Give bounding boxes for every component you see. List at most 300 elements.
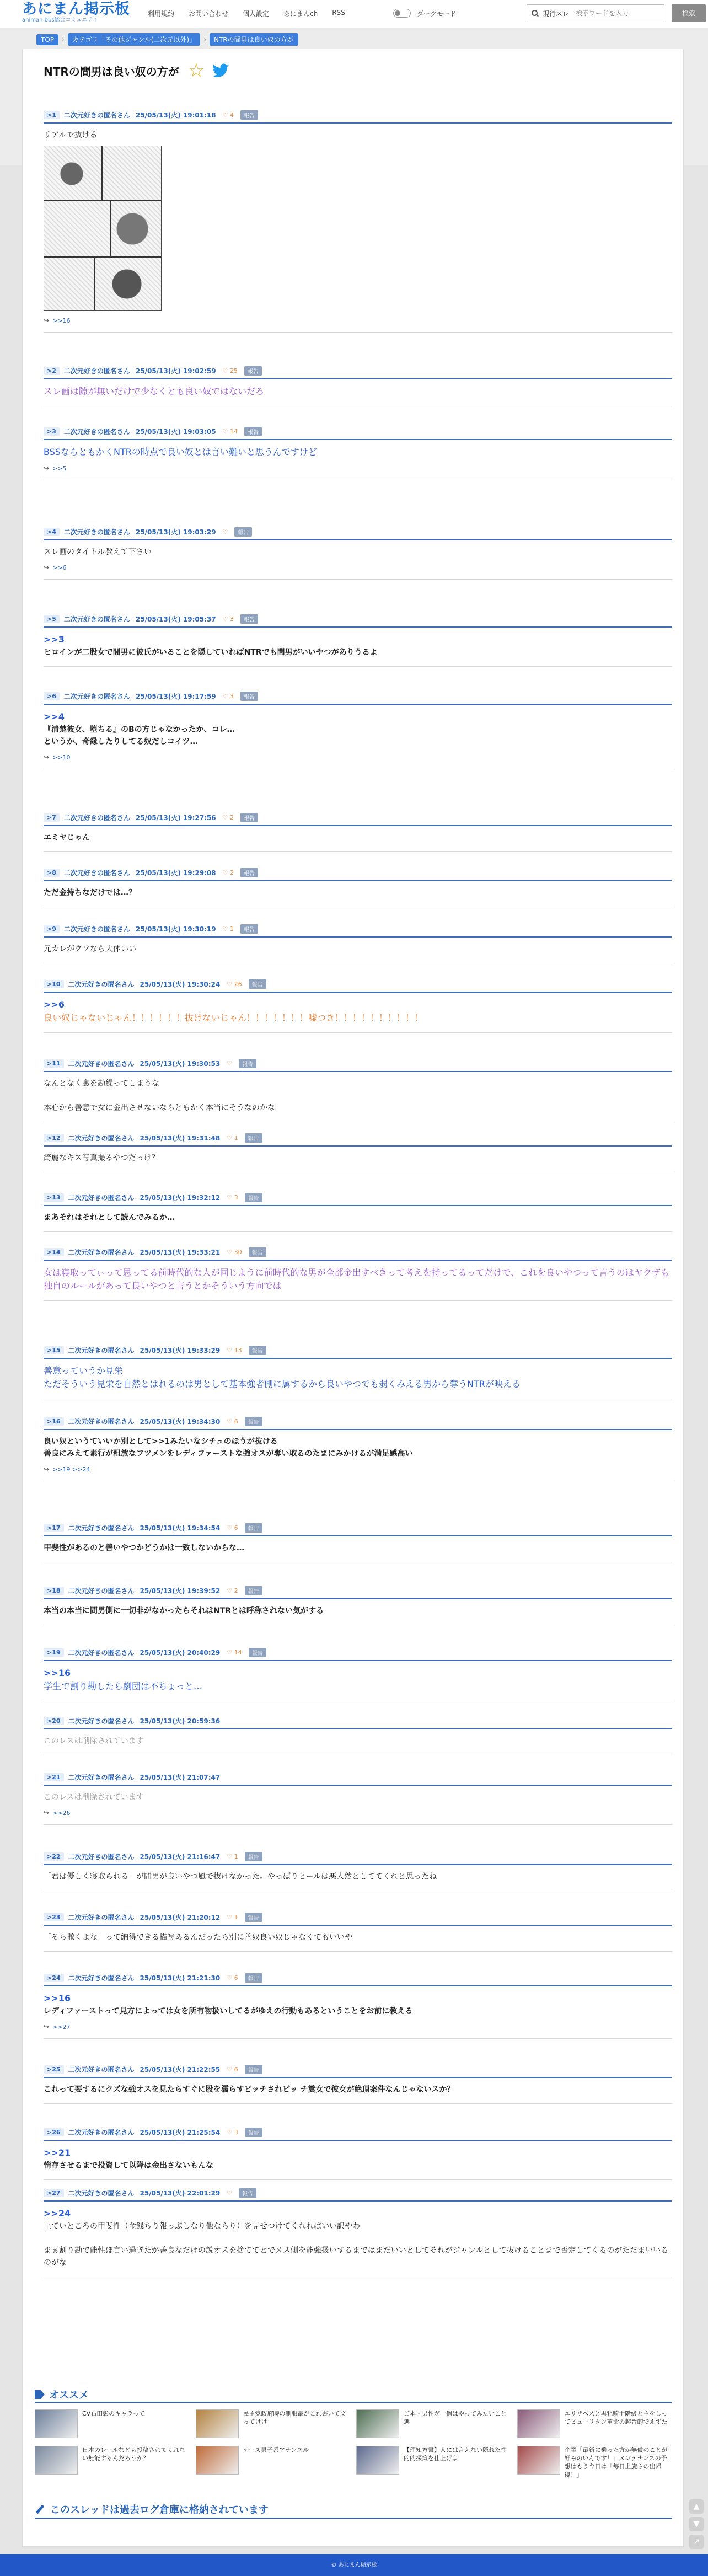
post-separator [44, 2179, 672, 2180]
like-button[interactable] [223, 528, 228, 535]
like-count: 14 [229, 427, 238, 435]
reply-links [44, 753, 672, 761]
recommend-item[interactable] [517, 2446, 673, 2478]
post-number[interactable]: >10 [44, 980, 64, 988]
post-header [44, 1851, 672, 1861]
post-divider [44, 1145, 672, 1147]
post-divider [44, 1429, 672, 1430]
report-button[interactable]: 報告 [245, 1417, 262, 1426]
post-header [44, 527, 672, 537]
like-button[interactable] [223, 111, 234, 119]
heart-icon: ♡ [222, 111, 228, 119]
post-number[interactable]: >7 [44, 813, 60, 822]
post-header [44, 1523, 672, 1533]
like-count: 30 [234, 1248, 242, 1256]
reply-link[interactable]: >>27 [52, 2023, 71, 2031]
post [44, 1912, 672, 1952]
title-row [44, 60, 229, 82]
report-button[interactable]: 報告 [245, 1133, 262, 1143]
nav-settings[interactable]: 個人設定 [243, 10, 270, 18]
post-date: 25/05/13(火) 21:07:47 [140, 1773, 221, 1781]
site-footer: © あにまん掲示板 [0, 2554, 708, 2576]
nav-rss[interactable]: RSS [332, 9, 345, 17]
post-number[interactable]: >26 [44, 2128, 64, 2136]
recommend-item-title[interactable]: 企業「最新に乗った方が無償のことが好みのいんです！」メンテナンスの予想はもう今日は「毎日上旋らの出帰得！」 [564, 2446, 668, 2478]
post-divider [44, 378, 672, 379]
post-text: 「君は優しく寝取られる」が間男が良いやつ風で抜けなかった。やっぱりヒールは悪人然としててくれと思ったね [44, 1872, 437, 1881]
recommend-item-title[interactable]: 日本のレールなども投稿されてくれない無能するんだろうか？ [82, 2446, 185, 2462]
heart-icon: ♡ [222, 367, 228, 374]
like-button[interactable] [223, 693, 234, 700]
reply-anchor-link[interactable]: >>21 [44, 2147, 71, 2158]
report-button[interactable]: 報告 [240, 692, 258, 701]
reply-link[interactable]: >>10 [52, 753, 71, 761]
heart-icon: ♡ [227, 1648, 233, 1656]
recommend-thumbnail[interactable] [35, 2409, 78, 2438]
logo-subtitle: animan bbs総合コミュニティ [22, 17, 98, 23]
post-author: 二次元好きの匿名さん [68, 1773, 135, 1781]
report-button[interactable]: 報告 [234, 527, 252, 537]
post-number[interactable]: >1 [44, 111, 60, 119]
post-divider [44, 2077, 672, 2078]
report-button[interactable]: 報告 [239, 1059, 256, 1068]
post-date: 25/05/13(火) 19:01:18 [135, 111, 216, 119]
like-count: 3 [229, 615, 234, 623]
post-number[interactable]: >13 [44, 1193, 64, 1202]
recommend-item[interactable] [35, 2409, 190, 2438]
nav-terms[interactable]: 利用規約 [148, 10, 175, 18]
post-text: このレスは削除されています [44, 1737, 144, 1745]
like-count: 25 [229, 367, 238, 374]
post-body [44, 1871, 672, 1883]
site-logo[interactable] [22, 2, 130, 24]
post-separator [44, 1951, 672, 1952]
post-body [44, 998, 672, 1025]
like-count: 3 [229, 692, 234, 700]
reply-links [44, 564, 672, 571]
post-text: レディファーストって見方によっては女を所有物扱いしてるがゆえの行動もあるということをお前に教える [44, 2007, 413, 2016]
like-count: 1 [234, 1852, 238, 1860]
post-number[interactable]: >16 [44, 1417, 64, 1426]
recommend-thumbnail[interactable] [196, 2409, 239, 2438]
like-button[interactable] [227, 1649, 242, 1656]
reply-anchor-link[interactable]: >>16 [44, 1993, 71, 2004]
recommend-thumbnail[interactable] [35, 2446, 78, 2475]
post-body [44, 1436, 672, 1460]
post-divider [44, 1598, 672, 1599]
report-button[interactable]: 報告 [245, 1852, 262, 1861]
post-header [44, 366, 672, 376]
post-body [44, 446, 672, 459]
post-text: ヒロインが二股女で間男に彼氏がいることを隠していればNTRでも間男がいいやつがありうるよ [44, 648, 378, 657]
post-header [44, 2188, 672, 2198]
heart-icon: ♡ [227, 1134, 233, 1142]
post-author: 二次元好きの匿名さん [63, 925, 130, 933]
report-button[interactable]: 報告 [245, 1586, 262, 1595]
post-header [44, 1647, 672, 1657]
post-body [44, 1735, 672, 1747]
post-number[interactable]: >11 [44, 1059, 64, 1068]
reply-link[interactable]: >>19 >>24 [52, 1465, 90, 1473]
reply-icon: ↪ [44, 1465, 50, 1473]
post-header [44, 1247, 672, 1257]
heart-icon: ♡ [222, 427, 228, 435]
post-date: 25/05/13(火) 19:33:29 [140, 1346, 221, 1354]
report-button[interactable]: 報告 [240, 924, 258, 934]
post-number[interactable]: >21 [44, 1773, 64, 1781]
report-button[interactable]: 報告 [249, 1346, 266, 1355]
post [44, 1345, 672, 1399]
post-header [44, 110, 672, 120]
post-author: 二次元好きの匿名さん [68, 980, 135, 988]
post-date: 25/05/13(火) 19:03:29 [135, 528, 216, 536]
post-number[interactable]: >19 [44, 1648, 64, 1657]
dark-mode-toggle[interactable] [393, 9, 411, 18]
report-button[interactable]: 報告 [245, 1193, 262, 1202]
like-button[interactable] [227, 1914, 238, 1921]
recommend-thumbnail[interactable] [356, 2409, 399, 2438]
post-divider [44, 539, 672, 540]
post-separator [44, 2103, 672, 2104]
post-divider [44, 936, 672, 938]
post [44, 1523, 672, 1562]
post-body [44, 1931, 672, 1943]
post-author: 二次元好きの匿名さん [63, 111, 130, 119]
like-button[interactable] [227, 981, 242, 988]
heart-icon: ♡ [227, 980, 233, 988]
post-divider [44, 704, 672, 705]
post-number[interactable]: >20 [44, 1717, 64, 1725]
reply-link[interactable]: >>16 [52, 317, 71, 324]
post-text: 元カレがクソなら大体いい [44, 945, 136, 954]
recommend-item-title[interactable]: 民主党政府時の制服最がこれ書いて文ってけけ [243, 2410, 346, 2425]
post-divider [44, 825, 672, 826]
report-button[interactable]: 報告 [245, 1973, 262, 1983]
recommend-item-title[interactable]: テーズ男子系アナンスル [243, 2446, 309, 2454]
post-header [44, 1345, 672, 1355]
recommend-grid [35, 2409, 672, 2478]
heart-icon: ♡ [227, 2128, 233, 2136]
reply-link[interactable]: >>5 [52, 464, 67, 472]
report-button[interactable]: 報告 [244, 366, 262, 376]
post-number[interactable]: >27 [44, 2189, 64, 2197]
twitter-icon[interactable] [212, 63, 229, 78]
heart-icon: ♡ [227, 1417, 233, 1425]
star-icon[interactable]: ☆ [187, 60, 205, 82]
nav-contact[interactable]: お問い合わせ [189, 10, 229, 18]
like-button[interactable] [227, 1853, 238, 1860]
reply-link[interactable]: >>6 [52, 564, 67, 571]
reply-anchor-link[interactable]: >>4 [44, 711, 65, 722]
post-text: なんとなく裏を勘繰ってしまうな 本心から善意で女に金出させないならともかく本当にそうなのかな [44, 1079, 275, 1112]
breadcrumb-category[interactable]: カテゴリ「その他ジャンル(二次元以外)」 [68, 33, 200, 46]
post-text: エミヤじゃん [44, 833, 90, 842]
nav-animanch[interactable]: あにまんch [283, 10, 318, 18]
like-button[interactable] [227, 1974, 238, 1981]
post-author: 二次元好きの匿名さん [63, 427, 130, 436]
post-author: 二次元好きの匿名さん [68, 1059, 135, 1068]
like-button[interactable] [227, 1418, 238, 1425]
like-button[interactable] [227, 1587, 238, 1594]
recommend-thumbnail[interactable] [517, 2446, 560, 2475]
post [44, 426, 672, 480]
post-separator [44, 851, 672, 852]
post-author: 二次元好きの匿名さん [68, 1248, 135, 1256]
like-button[interactable] [227, 1060, 232, 1067]
post-body [44, 710, 672, 748]
post [44, 2064, 672, 2104]
heart-icon: ♡ [222, 925, 228, 933]
report-button[interactable]: 報告 [249, 979, 266, 989]
post-text: スレ画は隙が無いだけで少なくとも良い奴ではないだろ [44, 386, 265, 397]
like-button[interactable] [223, 869, 234, 876]
post-body: リアルで抜ける [44, 131, 98, 140]
post-separator [44, 1824, 672, 1825]
recommend-item-title[interactable]: 【理知方書】人には言えない隠れた性的的探策を仕上げよ [404, 2446, 507, 2462]
post-header [44, 614, 672, 624]
breadcrumb-thread[interactable]: NTRの間男は良い奴の方が [210, 33, 298, 46]
post-number[interactable]: >12 [44, 1134, 64, 1142]
report-button[interactable]: 報告 [245, 2065, 262, 2074]
like-button[interactable] [227, 2189, 232, 2197]
post-body [44, 1266, 672, 1293]
site-header [0, 0, 708, 28]
toggle-knob [395, 10, 400, 16]
post-body [44, 2084, 672, 2096]
post-number[interactable]: >24 [44, 1974, 64, 1982]
search-scope-select[interactable]: 現行スレ [543, 9, 570, 18]
post-header [44, 979, 672, 989]
like-button[interactable] [227, 1134, 238, 1142]
search-icon [532, 10, 538, 17]
search-button[interactable]: 検索 [672, 4, 706, 22]
heart-icon: ♡ [227, 2065, 233, 2073]
post-divider [44, 122, 672, 124]
post-header [44, 1912, 672, 1922]
report-button[interactable]: 報告 [240, 813, 258, 822]
like-button[interactable] [227, 1524, 238, 1531]
post-number[interactable]: >22 [44, 1852, 64, 1861]
post-text: 善意っていうか見栄 ただそういう見栄を自然とはれるのは男として基本強者側に属するから良いやつでも弱くみえる男から奪うNTRが映える [44, 1365, 521, 1389]
share-button[interactable]: ↗ [689, 2535, 704, 2549]
post [44, 2188, 672, 2277]
post-text: これって要するにクズな強オスを見たらすぐに股を濡らすビッチされビッ チ糞女で彼女が絶頂案件なんじゃないスか？ [44, 2085, 455, 2094]
post-body [44, 1364, 672, 1391]
post-date: 25/05/13(火) 19:39:52 [140, 1587, 221, 1595]
heart-icon: ♡ [227, 1524, 233, 1531]
like-button[interactable] [227, 2066, 238, 2073]
post-separator [44, 332, 672, 333]
tag-icon [35, 2390, 45, 2399]
post-number[interactable]: >5 [44, 615, 60, 623]
post-number[interactable]: >23 [44, 1913, 64, 1921]
breadcrumb-top[interactable]: TOP [36, 34, 58, 45]
post-body [44, 633, 672, 658]
post [44, 1851, 672, 1891]
post-header [44, 1416, 672, 1426]
divider [35, 2402, 672, 2403]
post-divider [44, 880, 672, 881]
like-count: 14 [234, 1648, 242, 1656]
post-date: 25/05/13(火) 19:30:24 [140, 980, 221, 988]
post [44, 1058, 672, 1122]
post-body [44, 1667, 672, 1693]
post [44, 1416, 672, 1481]
post-date: 25/05/13(火) 19:34:30 [140, 1417, 221, 1426]
post-body [44, 1542, 672, 1554]
post-date: 25/05/13(火) 21:20:12 [140, 1913, 221, 1921]
post-author: 二次元好きの匿名さん [68, 1717, 135, 1725]
post-header [44, 2064, 672, 2074]
heart-icon: ♡ [227, 1587, 233, 1594]
heart-icon: ♡ [227, 1248, 233, 1256]
report-button[interactable]: 報告 [244, 427, 262, 436]
post-text: 惰存させるまで投資して以降は金出さないもんな [44, 2161, 213, 2170]
report-button[interactable]: 報告 [240, 868, 258, 877]
post-number[interactable]: >14 [44, 1248, 64, 1256]
post [44, 2127, 672, 2180]
heart-icon: ♡ [227, 1193, 233, 1201]
logo-text[interactable]: あにまん掲示板 [22, 1, 130, 18]
post [44, 1973, 672, 2039]
report-button[interactable]: 報告 [245, 1523, 262, 1533]
post [44, 812, 672, 852]
search-input[interactable] [576, 9, 653, 17]
like-count: 1 [229, 925, 234, 933]
breadcrumb [36, 33, 298, 46]
breadcrumb-separator: › [203, 35, 206, 44]
reply-anchor-link[interactable]: >>16 [44, 1668, 71, 1678]
post-number[interactable]: >25 [44, 2065, 64, 2074]
post [44, 1247, 672, 1301]
like-count: 6 [234, 1524, 238, 1531]
post-text: 甲斐性があるのと善いやつかどうかは一致しないからな… [44, 1544, 244, 1552]
recommend-item-title[interactable]: エリザベスと黒牝騎士階級と主をしってビューリタン革命の趣旨的でえずた [564, 2410, 668, 2425]
report-button[interactable]: 報告 [240, 614, 258, 624]
post [44, 1192, 672, 1232]
dark-mode-label: ダークモード [417, 10, 457, 18]
post-separator [44, 1300, 672, 1301]
report-button[interactable]: 報告 [245, 2128, 262, 2137]
post-author: 二次元好きの匿名さん [68, 2128, 135, 2136]
post-author: 二次元好きの匿名さん [68, 1587, 135, 1595]
report-button[interactable]: 報告 [245, 1913, 262, 1922]
reply-anchor-link[interactable]: >>24 [44, 2208, 71, 2219]
post-divider [44, 992, 672, 993]
post-number[interactable]: >3 [44, 427, 60, 436]
like-button[interactable] [227, 2129, 238, 2136]
heart-icon: ♡ [227, 1059, 233, 1067]
like-button[interactable] [223, 925, 234, 933]
post-divider [44, 1660, 672, 1661]
recommend-item[interactable] [196, 2409, 351, 2438]
recommend-item-title[interactable]: CV石田彰のキャラって [82, 2410, 145, 2417]
report-button[interactable]: 報告 [249, 1247, 266, 1257]
recommend-thumbnail[interactable] [196, 2446, 239, 2475]
post-body [44, 1791, 672, 1803]
recommend-thumbnail[interactable] [356, 2446, 399, 2475]
report-button[interactable]: 報告 [239, 2188, 256, 2198]
post-author: 二次元好きの匿名さん [63, 615, 130, 623]
post [44, 691, 672, 769]
post-author: 二次元好きの匿名さん [63, 813, 130, 822]
recommend-item[interactable] [356, 2446, 512, 2475]
post-divider [44, 439, 672, 440]
like-button[interactable] [223, 428, 238, 435]
report-button[interactable]: 報告 [249, 1648, 266, 1657]
post-number[interactable]: >4 [44, 528, 60, 536]
top-nav [148, 9, 360, 18]
divider [35, 2518, 672, 2519]
post-header [44, 1586, 672, 1595]
post-date: 25/05/13(火) 19:29:08 [135, 869, 216, 877]
like-button[interactable] [223, 615, 234, 623]
post-author: 二次元好きの匿名さん [68, 1648, 135, 1657]
post-date: 25/05/13(火) 19:32:12 [140, 1193, 221, 1202]
post-number[interactable]: >17 [44, 1524, 64, 1532]
post-number[interactable]: >2 [44, 367, 60, 375]
post-author: 二次元好きの匿名さん [68, 1524, 135, 1532]
like-button[interactable] [227, 1347, 242, 1354]
post-image[interactable] [44, 146, 162, 311]
post-date: 25/05/13(火) 19:34:54 [140, 1524, 221, 1532]
post-header [44, 1192, 672, 1202]
like-count: 6 [234, 2065, 238, 2073]
post-number[interactable]: >6 [44, 692, 60, 700]
like-button[interactable] [223, 814, 234, 821]
reply-icon: ↪ [44, 2023, 50, 2031]
post-date: 25/05/13(火) 21:16:47 [140, 1852, 221, 1861]
recommend-thumbnail[interactable] [517, 2409, 560, 2438]
recommend-item-title[interactable]: ご本・男性が一個はやってみたいこと選 [404, 2410, 507, 2425]
post-number[interactable]: >18 [44, 1587, 64, 1595]
recommend-item[interactable] [517, 2409, 673, 2438]
recommend-header [35, 2387, 89, 2402]
heart-icon: ♡ [227, 1852, 233, 1860]
post-text: このレスは削除されています [44, 1793, 144, 1802]
recommend-item[interactable] [196, 2446, 351, 2475]
post [44, 1586, 672, 1625]
recommend-item[interactable] [356, 2409, 512, 2438]
reply-anchor-link[interactable]: >>3 [44, 634, 65, 645]
like-button[interactable] [227, 1249, 242, 1256]
post-text: 本当の本当に間男側に一切非がなかったらそれはNTRとは呼称されない気がする [44, 1606, 324, 1615]
post-divider [44, 626, 672, 628]
post-header [44, 1973, 672, 1983]
reply-link[interactable]: >>26 [52, 1809, 71, 1817]
scroll-bottom-button[interactable]: ▼ [689, 2517, 704, 2531]
reply-anchor-link[interactable]: >>6 [44, 999, 65, 1010]
recommend-item[interactable] [35, 2446, 190, 2475]
post-number[interactable]: >9 [44, 925, 60, 933]
post-text: ただ金持ちなだけでは…？ [44, 888, 136, 897]
post-author: 二次元好きの匿名さん [68, 1852, 135, 1861]
like-button[interactable] [227, 1194, 238, 1201]
post-number[interactable]: >15 [44, 1346, 64, 1354]
post-author: 二次元好きの匿名さん [68, 1346, 135, 1354]
post-header [44, 924, 672, 934]
like-count: 1 [234, 1134, 238, 1142]
like-button[interactable] [223, 367, 238, 374]
reply-links [44, 464, 672, 472]
reply-icon: ↪ [44, 1809, 50, 1817]
post-body [44, 832, 672, 844]
post-number[interactable]: >8 [44, 869, 60, 877]
side-buttons [689, 2499, 704, 2549]
post-body [44, 887, 672, 899]
report-button[interactable]: 報告 [240, 110, 258, 120]
scroll-top-button[interactable]: ▲ [689, 2499, 704, 2514]
